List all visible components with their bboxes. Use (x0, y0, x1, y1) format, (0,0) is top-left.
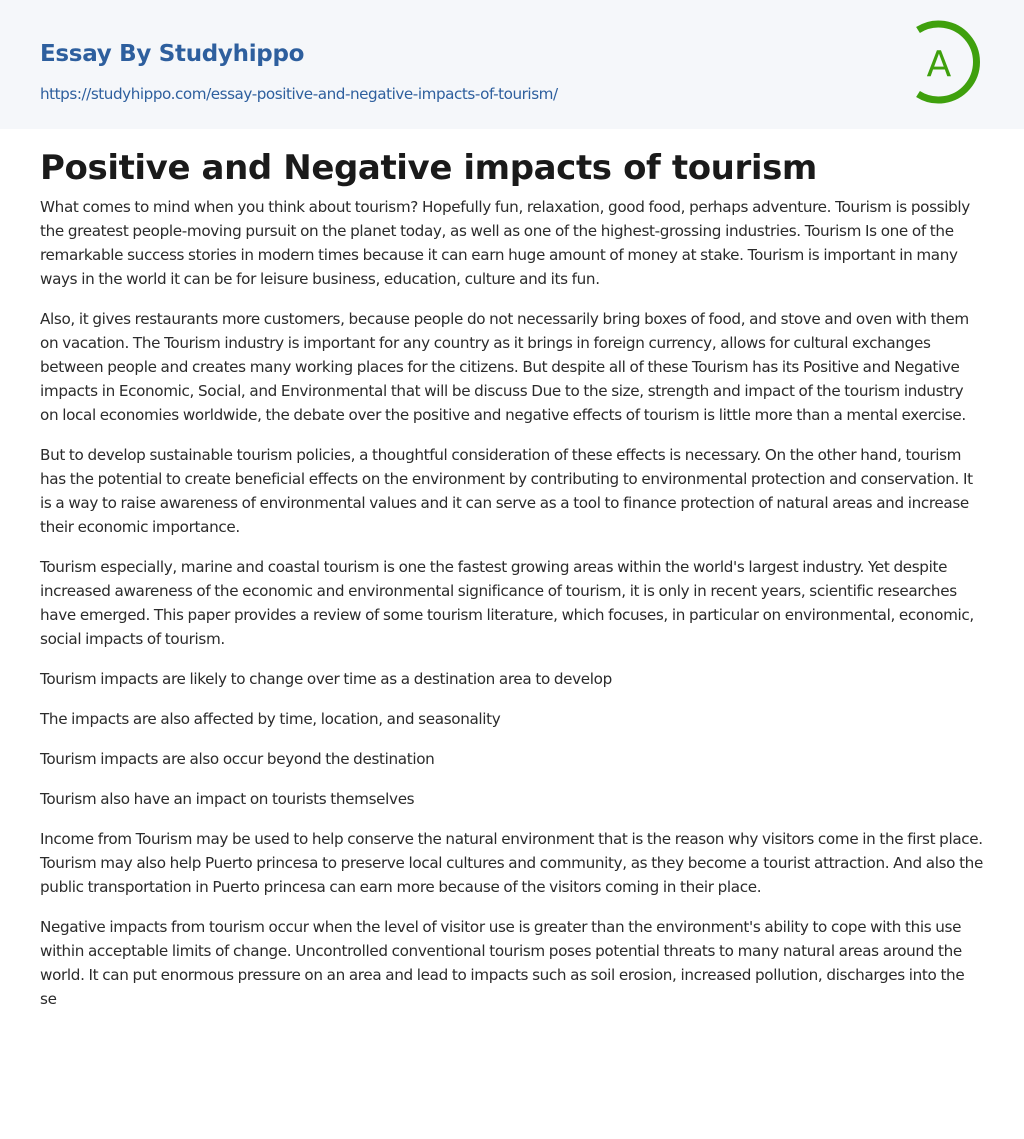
essay-title: Positive and Negative impacts of tourism (40, 148, 817, 188)
site-header (0, 0, 1024, 129)
essay-paragraph: Tourism also have an impact on tourists themselves (40, 790, 415, 808)
essay-paragraph: Negative impacts from tourism occur when the level of visitor use is greater than the environment's ability to cope with this use within acceptable limits of change. Uncontrolled conventional tourism poses potential threats to many natural areas around the world. It can put enormous pressure on an area and lead to impacts such as soil erosion, increased pollution, discharges into the se (40, 918, 965, 1008)
essay-paragraph: Income from Tourism may be used to help conserve the natural environment that is the reason why visitors come in the first place. Tourism may also help Puerto princesa to preserve local cultures and community, as they become a tourist attraction. And also the public transportation in Puerto princesa can earn more because of the visitors coming in their place. (40, 830, 983, 896)
essay-paragraph: Tourism impacts are likely to change over time as a destination area to develop (40, 670, 612, 688)
essay-paragraph: Also, it gives restaurants more customers, because people do not necessarily bring boxes of food, and stove and oven with them on vacation. The Tourism industry is important for any country as it brings in foreign currency, allows for cultural exchanges between people and creates many working places for the citizens. But despite all of these Tourism has its Positive and Negative impacts in Economic, Social, and Environmental that will be discuss Due to the size, strength and impact of the tourism industry on local economies worldwide, the debate over the positive and negative effects of tourism is little more than a mental exercise. (40, 310, 969, 424)
essay-paragraph: The impacts are also affected by time, location, and seasonality (40, 710, 501, 728)
essay-content (0, 148, 1024, 1011)
site-title: Essay By Studyhippo (40, 41, 305, 67)
essay-paragraph: Tourism especially, marine and coastal tourism is one the fastest growing areas within the world's largest industry. Yet despite increased awareness of the economic and environmental significance of tourism, it is only in recent years, scientific researches have emerged. This paper provides a review of some tourism literature, which focuses, in particular on environmental, economic, social impacts of tourism. (40, 558, 974, 648)
essay-paragraph: What comes to mind when you think about tourism? Hopefully fun, relaxation, good food, perhaps adventure. Tourism is possibly the greatest people-moving pursuit on the planet today, as well as one of the highest-grossing industries. Tourism Is one of the remarkable success stories in modern times because it can earn huge amount of money at stake. Tourism is important in many ways in the world it can be for leisure business, education, culture and its fun. (40, 198, 970, 288)
studyhippo-logo-icon[interactable] (908, 18, 988, 106)
essay-paragraph: But to develop sustainable tourism policies, a thoughtful consideration of these effects is necessary. On the other hand, tourism has the potential to create beneficial effects on the environment by contributing to environmental protection and conservation. It is a way to raise awareness of environmental values and it can serve as a tool to finance protection of natural areas and increase their economic importance. (40, 446, 973, 536)
essay-paragraph: Tourism impacts are also occur beyond the destination (40, 750, 435, 768)
svg-text:A: A (926, 44, 952, 85)
essay-url-link[interactable]: https://studyhippo.com/essay-positive-and-negative-impacts-of-tourism/ (40, 85, 558, 103)
